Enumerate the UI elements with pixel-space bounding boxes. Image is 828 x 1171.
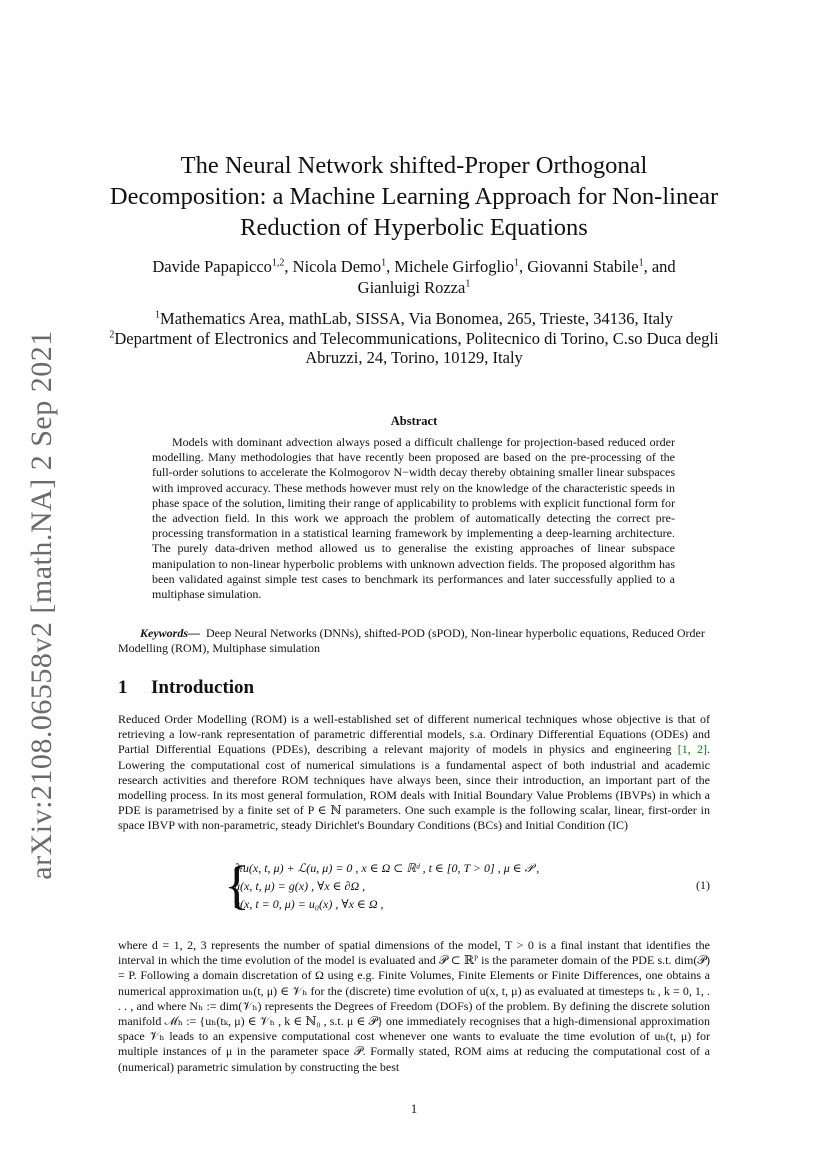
- citation-link[interactable]: [1, 2]: [677, 742, 707, 757]
- author: Gianluigi Rozza$^1$: [357, 278, 471, 297]
- equation-system: [224, 855, 710, 916]
- section-title: Introduction: [151, 677, 255, 698]
- affiliation-list: [100, 309, 728, 368]
- author: Giovanni Stabile$^1$, and: [527, 257, 676, 276]
- equation-line: ∂ₜu(x, t, μ) + ℒ(u, μ) = 0 , x ∈ Ω ⊂ ℝᵈ , t ∈ [0, T > 0] , μ ∈ 𝒫 ,: [234, 861, 540, 875]
- affiliation: $^2$Department of Electronics and Telecommunications, Politecnico di Torino, C.so Duca degli Abruzzi, 24, Torino, 10129, Italy: [109, 328, 719, 367]
- body-paragraph: where d = 1, 2, 3 represents the number of spatial dimensions of the model, T > 0 is a final instant that identifies the interval in which the time evolution of the model is evaluated and 𝒫 ⊂ ℝᴾ is the parameter domain of the PDE s.t. dim(𝒫) = P. Following a domain discretation of Ω using e.g. Finite Volumes, Finite Elements or Finite Differences, one obtains a numerical approximation uₕ(t, μ) ∈ 𝒱ₕ for the (discrete) time evolution of u(x, t, μ) as evaluated at timesteps tₖ , k = 0, 1, . . . , and where Nₕ := dim(𝒱ₕ) represents the Degrees of Freedom (DOFs) of the problem. By defining the discrete solution manifold ℳₕ := {uₕ(tₖ, μ) ∈ 𝒱ₕ , k ∈ ℕ₀ , s.t. μ ∈ 𝒫} one immediately recognises that a high-dimensional approximation space 𝒱ₕ leads to an expensive computational cost whenever one wants to evaluate the time evolution of uₕ(t, μ) for multiple instances of μ in the parameter space 𝒫. Formally stated, ROM aims at reducing the computational cost of a (numerical) parametric simulation by constructing the best: [118, 938, 710, 1074]
- abstract-heading: Abstract: [390, 414, 438, 428]
- author: Michele Girfoglio$^1$,: [394, 257, 528, 276]
- section-heading: [118, 677, 254, 699]
- equation-line: u(x, t, μ) = g(x) , ∀x ∈ ∂Ω ,: [234, 879, 366, 893]
- keywords-label: Keywords—: [140, 626, 200, 640]
- paper-title: The Neural Network shifted-Proper Orthogonal Decomposition: a Machine Learning Approach for Non-linear Reduction of Hyperbolic Equations: [109, 152, 719, 241]
- equation-line: u(x, t = 0, μ) = u₀(x) , ∀x ∈ Ω ,: [234, 897, 384, 911]
- author: Nicola Demo$^1$,: [292, 257, 395, 276]
- author-list: [100, 256, 728, 298]
- keywords: [118, 626, 710, 656]
- affiliation: $^1$Mathematics Area, mathLab, SISSA, Via Bonomea, 265, Trieste, 34136, Italy: [155, 309, 673, 328]
- equation-number: (1): [696, 878, 710, 892]
- page-number: 1: [410, 1102, 418, 1116]
- left-brace: {: [224, 855, 250, 915]
- body-paragraph: Reduced Order Modelling (ROM) is a well-established set of different numerical techniques whose objective is that of retrieving a low-rank representation of parametric differential models, s.a. Ordinary Differential Equations (ODEs) and Partial Differential Equations (PDEs), describing a relevant majority of models in physics and engineering [1, 2]. Lowering the computational cost of numerical simulations is a fundamental aspect of both industrial and academic research activities and therefore ROM techniques have always been, since their introduction, an important part of the modelling process. In its most general formulation, ROM deals with Initial Boundary Value Problems (IBVPs) in which a PDE is parametrised by a finite set of P ∈ ℕ parameters. One such example is the following scalar, linear, first-order in space IBVP with non-parametric, steady Dirichlet's Boundary Conditions (BCs) and Initial Condition (IC): [118, 712, 710, 833]
- author: Davide Papapicco$^{1,2}$,: [152, 257, 293, 276]
- arxiv-identifier-text: arXiv:2108.06558v2 [math.NA] 2 Sep 2021: [25, 330, 58, 880]
- abstract-text: Models with dominant advection always posed a difficult challenge for projection-based reduced order modelling. Many methodologies that have recently been proposed are based on the pre-processing of the full-order solutions to accelerate the Kolmogorov N−width decay thereby obtaining smaller linear subspaces with improved accuracy. These methods however must rely on the knowledge of the characteristic speeds in phase space of the solution, limiting their range of applicability to problems with explicit functional form for the advection field. In this work we approach the problem of automatically detecting the correct pre-processing transformation in a statistical learning framework by implementing a deep-learning architecture. The purely data-driven method allowed us to generalise the existing approaches of linear subspace manipulation to non-linear hyperbolic problems with unknown advection fields. The proposed algorithm has been validated against simple test cases to benchmark its performances and later successfully applied to a multiphase simulation.: [152, 435, 675, 602]
- keywords-text: Deep Neural Networks (DNNs), shifted-POD (sPOD), Non-linear hyperbolic equations, Reduced Order Modelling (ROM), Multiphase simulation: [118, 626, 705, 656]
- section-number: 1: [118, 677, 128, 698]
